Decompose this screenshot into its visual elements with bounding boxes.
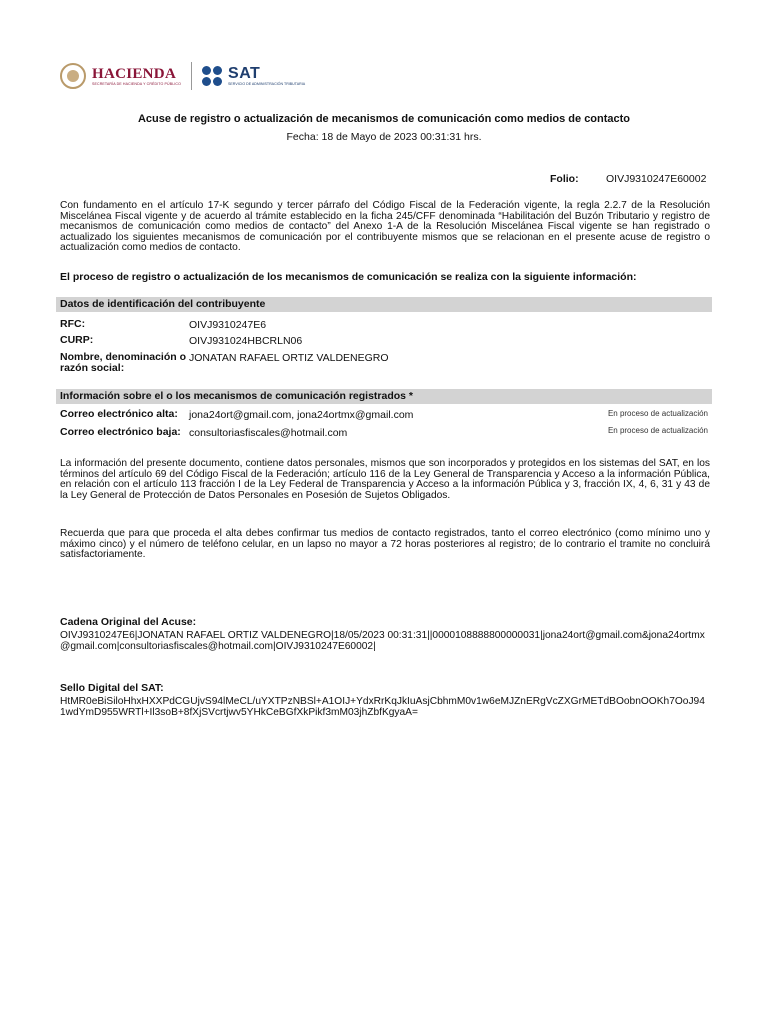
- sello-digital-label: Sello Digital del SAT:: [60, 682, 164, 694]
- mexico-seal-icon: [60, 63, 86, 89]
- hacienda-logo: [92, 66, 181, 87]
- rfc-value: OIVJ9310247E6: [189, 319, 267, 331]
- nombre-value: JONATAN RAFAEL ORTIZ VALDENEGRO: [189, 352, 389, 364]
- hacienda-logo-subtitle: SECRETARÍA DE HACIENDA Y CRÉDITO PÚBLICO: [92, 81, 182, 86]
- nombre-label: Nombre, denominación o razón social:: [60, 351, 187, 374]
- cadena-original-label: Cadena Original del Acuse:: [60, 616, 197, 628]
- sello-digital-value: HtMR0eBiSiloHhxHXXPdCGUjvS94lMeCL/uYXTPzNBSl+A1OIJ+YdxRrKqJkIuAsjCbhmM0v1w6eMJZnERgVcZXGrMETdBOobnOOKh7OoJ941wdYmD955WRTl+Il3soB+8fXjSVcrtjwv5YHkCeBGfXkPikf3mM03jhZbfKgyaA=: [60, 696, 705, 718]
- document-title: Acuse de registro o actualización de mecanismos de comunicación como medios de contacto: [137, 113, 631, 125]
- intro-paragraph: Con fundamento en el artículo 17-K segundo y tercer párrafo del Código Fiscal de la Federación vigente, la regla 2.2.7 de la Resolución Miscelánea Fiscal vigente y de acuerdo al trámite establecido en la ficha 245/CFF denominada “Habilitación del Buzón Tributario y registro de mecanismos de comunicación como medios de contacto” del Anexo 1-A de la Resolución Miscelánea Fiscal vigente se han registrado o actualizado los siguientes mecanismos de comunicación por el contribuyente mismos que se relacionan en el presente acuse de registro o actualización como medios de contacto.: [60, 200, 710, 253]
- section-mecanismos-heading: Información sobre el o los mecanismos de comunicación registrados *: [56, 389, 712, 404]
- correo-baja-value: consultoriasfiscales@hotmail.com: [189, 427, 348, 439]
- folio-label: Folio:: [550, 173, 579, 185]
- rfc-label: RFC:: [60, 318, 86, 330]
- sat-dots-icon: [202, 66, 222, 86]
- sat-logo: [228, 66, 305, 87]
- hacienda-logo-text: HACIENDA: [92, 65, 177, 82]
- privacy-paragraph: La información del presente documento, contiene datos personales, mismos que son incorporados y protegidos en los sistemas del SAT, en los términos del artículo 69 del Código Fiscal de la Federación; artículo 116 de la Ley General de Transparencia y Acceso a la información Pública, en relación con el artículo 113 fracción I de la Ley Federal de Transparencia y Acceso a la información Pública y 3, fracción IX, 4, 6, 31 y 43 de la Ley General de Protección de Datos Personales en Posesión de Sujetos Obligados.: [60, 458, 710, 501]
- correo-alta-status: En proceso de actualización: [607, 409, 708, 418]
- correo-baja-label: Correo electrónico baja:: [60, 426, 181, 438]
- logo-divider: [191, 62, 192, 90]
- reminder-paragraph: Recuerda que para que proceda el alta debes confirmar tus medios de contacto registrados, tanto el correo electrónico (como mínimo uno y máximo cinco) y el número de teléfono celular, en un lapso no mayor a 72 horas posteriores al registro; de lo contrario el tramite no concluirá satisfactoriamente.: [60, 528, 710, 560]
- section-identificacion-heading: Datos de identificación del contribuyente: [56, 297, 712, 312]
- folio-value: OIVJ9310247E60002: [606, 173, 707, 185]
- correo-alta-label: Correo electrónico alta:: [60, 408, 178, 420]
- curp-value: OIVJ931024HBCRLN06: [189, 335, 303, 347]
- document-date: Fecha: 18 de Mayo de 2023 00:31:31 hrs.: [286, 131, 482, 143]
- sat-logo-subtitle: SERVICIO DE ADMINISTRACIÓN TRIBUTARIA: [228, 81, 306, 86]
- curp-label: CURP:: [60, 334, 94, 346]
- cadena-original-value: OIVJ9310247E6|JONATAN RAFAEL ORTIZ VALDENEGRO|18/05/2023 00:31:31||0000108888800000031|jona24ort@gmail.com&jona24ortmx@gmail.com|consultoriasfiscales@hotmail.com|OIVJ9310247E60002|: [60, 630, 705, 652]
- sat-logo-text: SAT: [228, 64, 261, 82]
- correo-baja-status: En proceso de actualización: [607, 426, 708, 435]
- process-statement: El proceso de registro o actualización de los mecanismos de comunicación se realiza con la siguiente información:: [60, 271, 637, 283]
- correo-alta-value: jona24ort@gmail.com, jona24ortmx@gmail.com: [189, 409, 414, 421]
- header-logos: [60, 58, 305, 94]
